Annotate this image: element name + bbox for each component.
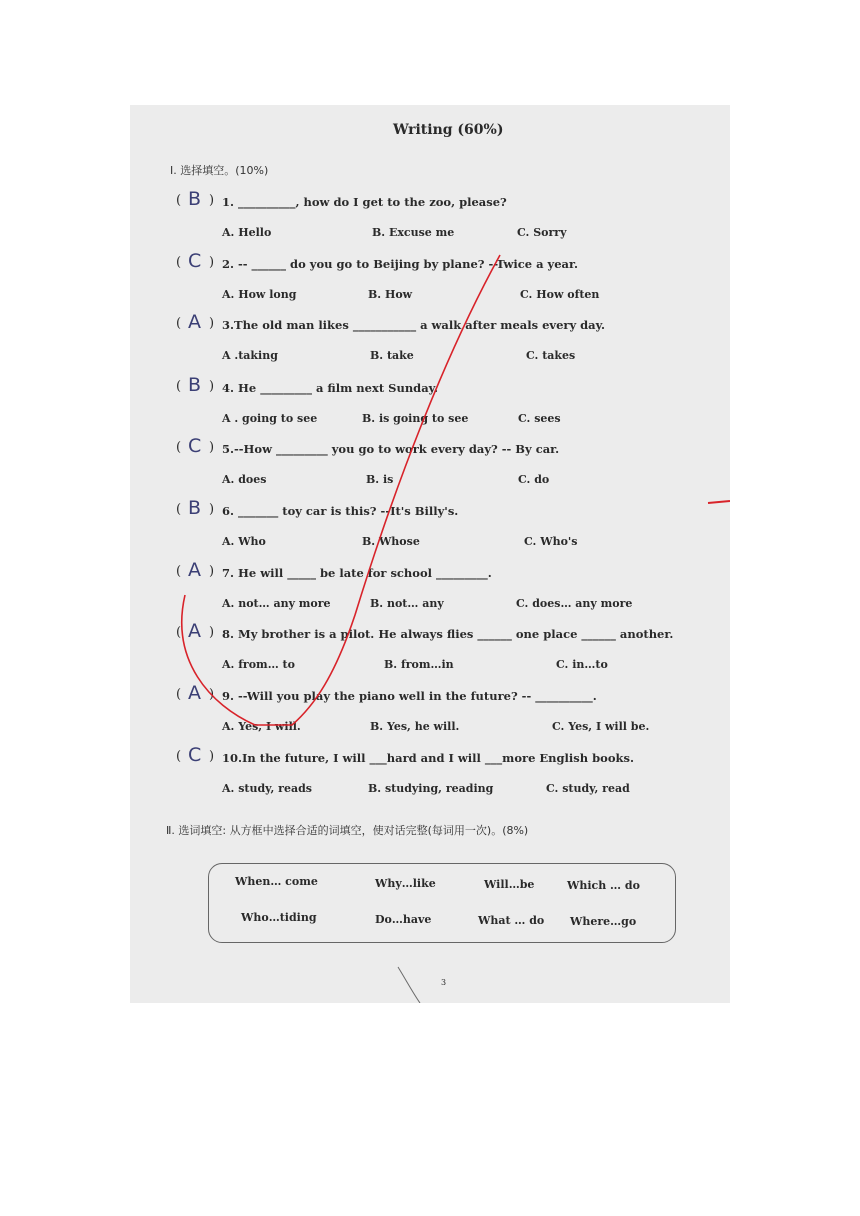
option-a: A. How long <box>222 288 297 301</box>
answer-paren-close: ) <box>209 625 215 640</box>
handwritten-answer: B <box>188 188 202 210</box>
option-c: C. Yes, I will be. <box>552 720 650 733</box>
option-b: B. How <box>368 288 413 301</box>
section-2-heading: Ⅱ. 选词填空: 从方框中选择合适的词填空，使对话完整(每词用一次)。(8%) <box>166 824 529 837</box>
option-c: C. does… any more <box>516 597 633 610</box>
option-a: A .taking <box>222 349 278 362</box>
question-text: 8. My brother is a pilot. He always flies ______ one place ______ another. <box>222 627 674 641</box>
question-text: 3.The old man likes ___________ a walk after meals every day. <box>222 318 606 332</box>
option-a: A. Yes, I will. <box>222 720 301 733</box>
answer-paren-open: ( <box>176 502 182 517</box>
question-text: 6. _______ toy car is this? --It's Billy's. <box>222 504 459 518</box>
option-b: B. take <box>370 349 414 362</box>
word-box <box>208 863 676 943</box>
option-b: B. Whose <box>362 535 420 548</box>
option-c: C. Who's <box>524 535 578 548</box>
answer-paren-close: ) <box>209 316 215 331</box>
word-box-item: Do…have <box>375 913 432 926</box>
word-box-item: Why…like <box>375 877 436 890</box>
answer-paren-open: ( <box>176 687 182 702</box>
handwritten-answer: A <box>188 311 201 333</box>
handwritten-answer: A <box>188 620 201 642</box>
answer-paren-close: ) <box>209 193 215 208</box>
answer-paren-close: ) <box>209 440 215 455</box>
handwritten-answer: B <box>188 374 202 396</box>
question-text: 2. -- ______ do you go to Beijing by plane? --Twice a year. <box>222 257 578 271</box>
option-a: A. does <box>222 473 267 486</box>
option-b: B. Yes, he will. <box>370 720 460 733</box>
answer-paren-close: ) <box>209 564 215 579</box>
option-c: C. sees <box>518 412 561 425</box>
answer-paren-close: ) <box>209 687 215 702</box>
answer-paren-open: ( <box>176 193 182 208</box>
worksheet-page <box>130 105 730 1003</box>
handwritten-answer: C <box>188 744 202 766</box>
question-text: 5.--How _________ you go to work every day? -- By car. <box>222 442 560 456</box>
answer-paren-open: ( <box>176 379 182 394</box>
answer-paren-close: ) <box>209 749 215 764</box>
option-b: B. studying, reading <box>368 782 494 795</box>
option-a: A. not… any more <box>222 597 331 610</box>
handwritten-answer: A <box>188 682 201 704</box>
answer-paren-close: ) <box>209 255 215 270</box>
option-b: B. Excuse me <box>372 226 455 239</box>
option-b: B. is <box>366 473 394 486</box>
option-c: C. study, read <box>546 782 630 795</box>
answer-paren-open: ( <box>176 316 182 331</box>
handwritten-answer: C <box>188 250 202 272</box>
worksheet-title: Writing (60%) <box>393 122 504 138</box>
handwritten-answer: C <box>188 435 202 457</box>
option-a: A . going to see <box>222 412 318 425</box>
answer-paren-open: ( <box>176 440 182 455</box>
word-box-item: When… come <box>235 875 318 888</box>
option-b: B. from…in <box>384 658 454 671</box>
word-box-item: Which … do <box>567 879 640 892</box>
option-a: A. from… to <box>222 658 295 671</box>
option-a: A. Hello <box>222 226 272 239</box>
section-1-heading: Ⅰ. 选择填空。(10%) <box>170 164 269 177</box>
word-box-item: Will…be <box>484 878 535 891</box>
answer-paren-close: ) <box>209 379 215 394</box>
answer-paren-close: ) <box>209 502 215 517</box>
option-a: A. study, reads <box>222 782 312 795</box>
question-text: 1. __________, how do I get to the zoo, please? <box>222 195 507 209</box>
option-b: B. is going to see <box>362 412 469 425</box>
word-box-item: Where…go <box>570 915 637 928</box>
question-text: 7. He will _____ be late for school _________. <box>222 566 492 580</box>
option-b: B. not… any <box>370 597 444 610</box>
option-c: C. How often <box>520 288 600 301</box>
option-c: C. in…to <box>556 658 608 671</box>
answer-paren-open: ( <box>176 749 182 764</box>
option-c: C. do <box>518 473 550 486</box>
handwritten-answer: A <box>188 559 201 581</box>
answer-paren-open: ( <box>176 255 182 270</box>
option-c: C. Sorry <box>517 226 567 239</box>
handwritten-answer: B <box>188 497 202 519</box>
question-text: 9. --Will you play the piano well in the future? -- __________. <box>222 689 597 703</box>
question-text: 10.In the future, I will ___hard and I will ___more English books. <box>222 751 634 765</box>
question-text: 4. He _________ a film next Sunday. <box>222 381 439 395</box>
page-number: 3 <box>441 978 447 987</box>
pencil-mark <box>398 967 420 1003</box>
answer-paren-open: ( <box>176 625 182 640</box>
word-box-item: What … do <box>478 914 545 927</box>
answer-paren-open: ( <box>176 564 182 579</box>
red-margin-mark <box>708 501 730 503</box>
option-c: C. takes <box>526 349 576 362</box>
option-a: A. Who <box>222 535 266 548</box>
word-box-item: Who…tiding <box>241 911 317 924</box>
